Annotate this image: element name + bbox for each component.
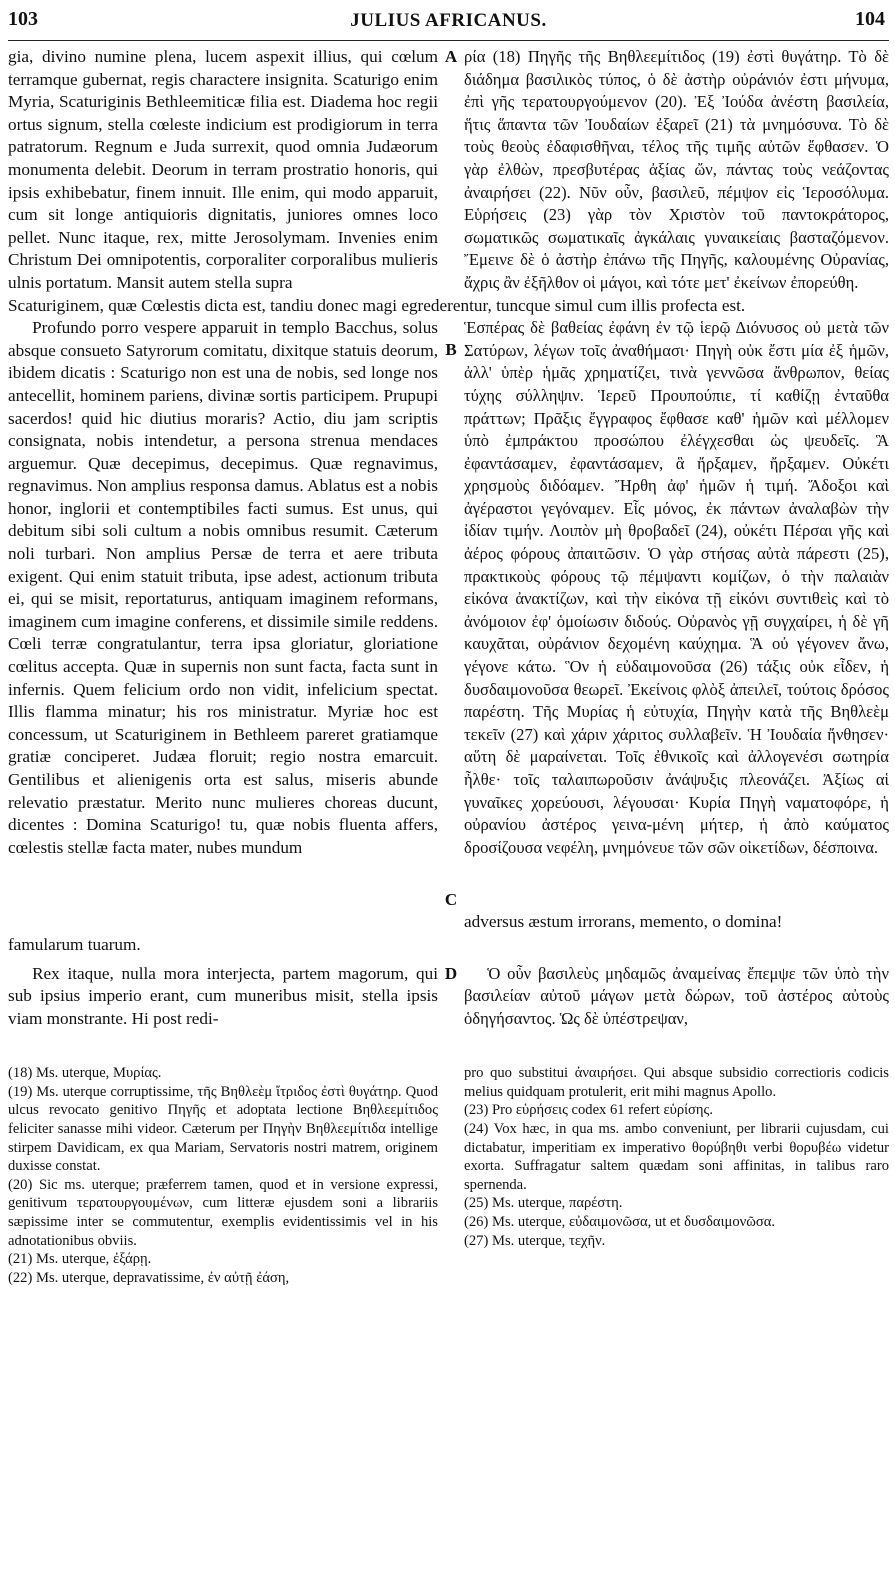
latin-text-b: Profundo porro vespere apparuit in templo Bacchus, solus absque consueto Satyrorum comitatu, dixitque statuis deorum, ibidem dicatis : Scaturigo non est una de nobis, sed longe nos antecellit, hominem pariens, divinæ sortis participem. Prupupi sacerdos! quid hic diutius moraris? Actio, diu jam scriptis consignata, nobis intendetur, a persona strenua mendaces arguemur. Quæ decepimus, decepimus. Quæ regnavimus, regnavimus. Non amplius responsa damus. Ablatus est a nobis honor, inglorii et contemptibiles facti sumus. Est unus, qui debitum sibi soli cultum a nobis omnibus resumit. Cæterum noli turbari. Non amplius Persæ de terra et aere tributa exigent. Qui enim statuit tributa, ipse adest, actionum tributa ei, qui se misit, reportaturus, antiquam imaginem reformans, imaginem cum imagine conferens, et dissimile simile reddens. Cœli terræ congratulantur, terra ipsa gloriatur, gloriatione cœlitus accepta. Quæ in supernis non sunt facta, facta sunt in infernis. Quem felicium ordo non vidit, infelicium spectat. Illis flamma minatur; his ros ministratur. Myriæ hoc est concessum, ut Scaturiginem in Bethleem pareret gratiamque gratiæ conciperet. Judæa floruit; regio nostra emarcuit. Gentilibus et alienigenis orta est salus, miseris abunde relevatio præstatur. Merito nunc mulieres choreas ducunt, dicentes : Domina Scaturigo! tu, quæ nobis fluenta affers, cœlestis stellæ facta mater, nubes mundum bbox=[8, 318, 438, 857]
running-header bbox=[8, 4, 889, 41]
footnote: (26) Ms. uterque, εὐδαιμονῶσα, ut et δυσδαιμονῶσα. bbox=[464, 1214, 775, 1231]
latin-bridge-line-3: famularum tuarum. bbox=[8, 934, 141, 954]
footnote: pro quo substitui ἀναιρήσει. Qui absque subsidio correctioris codicis melius quidquam protulerit, erit mihi magnus Apollo. bbox=[464, 1065, 889, 1100]
margin-marker-c: C bbox=[444, 889, 458, 909]
page-number-right: 104 bbox=[855, 8, 885, 30]
latin-bridge-line-2 bbox=[8, 911, 889, 934]
greek-column-d bbox=[464, 963, 889, 1031]
greek-text-b: Ἑσπέρας δὲ βαθείας ἐφάνη ἐν τῷ ἱερῷ Διόνυσος οὐ μετὰ τῶν Σατύρων, λέγων τοῖς ἀναθήμασι· Πηγὴ οὐκ ἔστι μία ἐξ ἡμῶν, ἀλλ' ὑπὲρ ἡμᾶς χρηματίζει, τινὰ γεννῶσα ἄνθρωπον, θείας τύχης σύλληψιν. Ἱερεῦ Προυπούπιε, τί καθίζῃ ἐνταῦθα πράττων; Πρᾶξις ἔγγραφος ἔφθασε καθ' ἡμῶν καὶ μέλλομεν ὑπὸ ἐμπράκτου προσώπου ἐλέγχεσθαι ὡς ψευδεῖς. Ἃ ἐφαντάσαμεν, ἐφαντάσαμεν, ἃ ἤρξαμεν, ἤρξαμεν. Οὐκέτι χρησμοὺς διδόαμεν. Ἤρθη ἀφ' ἡμῶν ἡ τιμή. Ἄδοξοι καὶ ἀγέραστοι γεγόναμεν. Εἷς μόνος, ἐκ πάντων ἀναλαβὼν τὴν ἰδίαν τιμήν. Λοιπὸν μὴ θροβαδεῖ (24), οὐκέτι Πέρσαι γῆς καὶ ἀέρος φόρους ἀπαιτῶσιν. Ὁ γὰρ στήσας αὐτὰ πάρεστι (25), πρακτικοὺς φόρους τῷ πέμψαντι κομίζων, ὁ τὴν παλαιὰν εἰκόνα ἀνακτίζων, καὶ τὴν εἰκόνα τῇ εἰκόνι συντιθεὶς καὶ τὸ ἀνόμοιον ἐφ' ὁμοίωσιν διδούς. Οὐρανὸς γῇ συγχαίρει, ἡ δὲ γῆ καυχᾶται, οὐράνιον δεχομένη καύχημα. Ἃ οὐ γέγονεν ἄνω, γέγονε κάτω. Ὃν ἡ εὐδαιμονοῦσα (26) τάξις οὐκ εἶδεν, ἡ δυσδαιμονοῦσα θεωρεῖ. Ἐκείνοις φλὸξ ἀπειλεῖ, τούτοις δρόσος παρέστη. Τῆς Μυρίας ἡ εὐτυχία, Πηγὴν κατὰ τῆς Βηθλεὲμ τεκεῖν (27) καὶ χάριν χάριτος συλλαβεῖν. Ἡ Ἰουδαία ἤνθησεν· αὕτη δὲ μαραίνεται. Τοῖς ἐθνικοῖς καὶ ἀλλογενέσι σωτηρία ἦλθε· τοῖς ταλαιπωροῦσιν ἀνάψυξις πλεονάζει. Ἀξίως αἱ γυναῖκες χορεύουσι, λέγουσαι· Κυρία Πηγὴ ναματοφόρε, ἡ οὐρανίου ἀστέρος γεινα-μένη μήτερ, ἡ ἀπὸ καύματος δροσίζουσα νεφέλη, μνημόνευε τῶν σῶν οἰκετίδων, δέσποινα. bbox=[464, 318, 889, 857]
footnote: (27) Ms. uterque, τεχῆν. bbox=[464, 1232, 606, 1249]
margin-markers-bc bbox=[438, 317, 464, 911]
footnotes-right bbox=[464, 1064, 889, 1287]
latin-column-d bbox=[8, 963, 438, 1031]
latin-bridge-text-2: adversus æstum irrorans, memento, o domina! bbox=[464, 912, 783, 932]
footnote: (22) Ms. uterque, depravatissime, ἐν αὐτῇ ἐάση, bbox=[8, 1269, 290, 1286]
latin-text-a: gia, divino numine plena, lucem aspexit illius, qui cœlum terramque gubernat, regis charactere insignita. Scaturigo enim Myria, Scaturiginis Bethleemiticæ filia est. Diadema hoc regii ortus signum, stella cœleste indicium est prodigiorum in terra patratorum. Regnum e Juda surrexit, quod omnia Judæorum monumenta delebit. Deorum in terram prostratio honoris, qui ipsis exhibebatur, finem innuit. Ille enim, qui modo apparuit, cum sit longe antiquioris dignitatis, juniores omnes loco pellet. Nunc itaque, rex, mitte Jerosolymam. Invenies enim Christum Dei omnipotentis, corporaliter corporalibus mulieris ulnis portatum. Mansit autem stella supra bbox=[8, 47, 438, 292]
footnote: (19) Ms. uterque corruptissime, τῆς Βηθλεὲμ ἴτριδος ἐστὶ θυγάτηρ. Quod ulcus revocato genitivo Πηγῆς et adoptata lectione Βηθλεεμίτιδος feliciter sanasse mihi videor. Cæterum per Πηγὴν Βηθλεεμίτιδα intellige stirpem Davidicam, ex qua Mariam, Servatoris nostri matrem, originem duxisse constat. bbox=[8, 1083, 438, 1175]
greek-column-a bbox=[464, 46, 889, 295]
greek-text-a: ρία (18) Πηγῆς τῆς Βηθλεεμίτιδος (19) ἐστὶ θυγάτηρ. Τὸ δὲ διάδημα βασιλικὸς τύπος, ὁ δὲ ἀστὴρ οὐράνιόν ἐστι μήνυμα, ἐπὶ γῆς τερατουργούμενον (20). Ἐξ Ἰούδα ἀνέστη βασιλεία, ἥτις ἅπαντα τῶν Ἰουδαίων ἐξαρεῖ (21) τὰ μνημόσυνα. Τὸ δὲ τοὺς θεοὺς ἐδαφισθῆναι, τέλος τῆς τιμῆς αὐτῶν ἔφθασεν. Ὁ γὰρ ἐλθὼν, πρεσβυτέρας ἀξίας ὤν, πάντας τοὺς νεάζοντας ἀναιρήσει (22). Νῦν οὖν, βασιλεῦ, πέμψον εἰς Ἱεροσόλυμα. Εὑρήσεις (23) γὰρ τὸν Χριστὸν τοῦ παντοκράτορος, σωματικῶς σωματικαῖς ἀγκάλαις γυναικείαις βασταζόμενον. Ἔμεινε δὲ ὁ ἀστὴρ ἐπάνω τῆς Πηγῆς, καλουμένης Οὐρανίας, ἄχρις ἂν ἐξῆλθον οἱ μάγοι, καὶ τότε μετ' ἐκείνων ἐπορεύθη. bbox=[464, 47, 889, 292]
latin-text-d: Rex itaque, nulla mora interjecta, partem magorum, qui sub ipsius imperio erant, cum muneribus misit, stella ipsis viam monstrante. Hi post redi- bbox=[8, 963, 438, 1028]
footnotes bbox=[8, 1064, 889, 1287]
footnote: (24) Vox hæc, in qua ms. ambo conveniunt, per librarii cujusdam, cui dictabatur, imperitiam ex imperativo θορύβηθι verbi θορυβέω videtur exorta. Suffragatur saltem quædam soni affinitas, in talibus raro spernenda. bbox=[464, 1121, 889, 1193]
footnote: (21) Ms. uterque, ἐξάρῃ. bbox=[8, 1251, 152, 1268]
margin-marker-b: B bbox=[445, 340, 457, 360]
page-number-left: 103 bbox=[8, 8, 38, 30]
running-title: JULIUS AFRICANUS. bbox=[350, 10, 547, 31]
parallel-block-b bbox=[8, 317, 889, 911]
margin-marker-a: A bbox=[444, 47, 458, 66]
footnotes-left bbox=[8, 1064, 438, 1287]
footnote: (25) Ms. uterque, παρέστη. bbox=[464, 1195, 623, 1212]
parallel-block-d bbox=[8, 963, 889, 1031]
margin-marker-d: D bbox=[444, 963, 458, 983]
footnote: (20) Sic ms. uterque; præferrem tamen, quod et in versione expressi, genitivum τερατουργουμένων, cum litteræ ejusdem soni a librariis sæpissime inter se commutentur, exemplis evidentissimis vel in his adnotationibus obviis. bbox=[8, 1176, 438, 1249]
latin-column-b bbox=[8, 317, 438, 859]
greek-column-b bbox=[464, 317, 889, 859]
greek-text-d: Ὁ οὖν βασιλεὺς μηδαμῶς ἀναμείνας ἔπεμψε τῶν ὑπὸ τὴν βασιλείαν αὐτοῦ μάγων μετὰ δώρων, τοῦ ἀστέρος αὐτοὺς ὁδηγήσαντος. Ὡς δὲ ὑπέστρεψαν, bbox=[464, 963, 889, 1028]
latin-bridge-line-1: Scaturiginem, quæ Cœlestis dicta est, tandiu donec magi egrederentur, tuncque simul cum illis profecta est. bbox=[8, 295, 746, 315]
footnote: (23) Pro εὑρήσεις codex 61 refert εὑρίσης. bbox=[464, 1102, 713, 1119]
footnote: (18) Ms. uterque, Μυρίας. bbox=[8, 1065, 162, 1082]
latin-column-a bbox=[8, 46, 438, 295]
parallel-block-a bbox=[8, 46, 889, 295]
